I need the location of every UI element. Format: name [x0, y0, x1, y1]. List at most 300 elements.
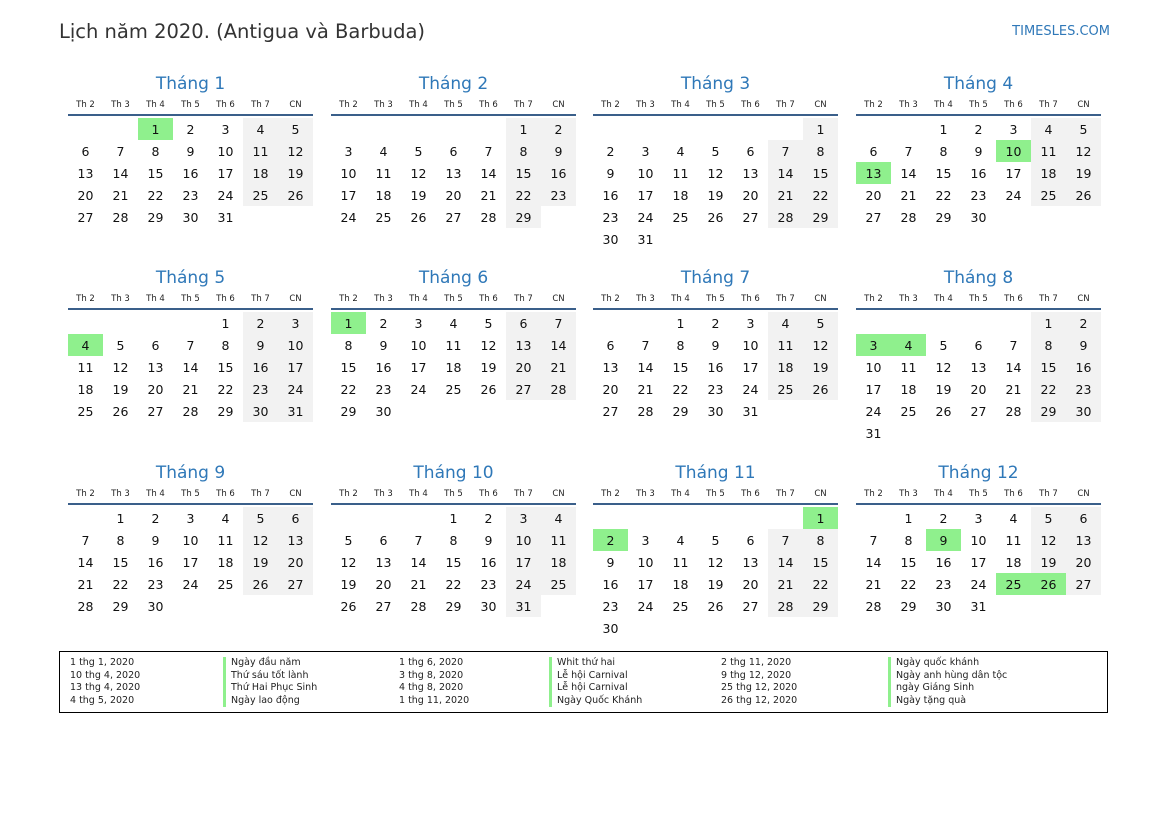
day-cell: 17	[182, 554, 199, 570]
day-cell: 6	[746, 143, 755, 159]
weekday-label: Th 4	[146, 100, 165, 110]
weekday-label: Th 5	[181, 294, 200, 304]
weekday-label: Th 4	[671, 489, 690, 499]
day-cell: 24	[637, 598, 654, 614]
day-cell: 24	[217, 187, 234, 203]
weekday-label: Th 6	[479, 489, 498, 499]
legend-holiday-name: Ngày quốc khánh	[896, 657, 980, 668]
day-cell: 18	[375, 187, 392, 203]
day-cell: 23	[147, 576, 164, 592]
day-cell: 21	[480, 187, 497, 203]
empty-cell	[593, 118, 628, 140]
month-title: Tháng 4	[943, 74, 1014, 94]
day-cell: 8	[803, 140, 838, 162]
weekday-label: Th 6	[479, 100, 498, 110]
day-cell: 29	[900, 598, 917, 614]
day-cell: 8	[151, 143, 160, 159]
legend-holiday-name: Whit thứ hai	[557, 657, 616, 668]
day-cell: 15	[900, 554, 917, 570]
day-cell: 26	[278, 184, 313, 206]
day-cell: 12	[707, 554, 724, 570]
day-cell: 12	[112, 359, 129, 375]
empty-cell	[628, 118, 663, 140]
holiday-day-cell: 26	[1031, 573, 1066, 595]
day-cell: 20	[1066, 551, 1101, 573]
day-cell: 22	[445, 576, 462, 592]
weekday-label: Th 2	[864, 489, 883, 499]
day-cell: 17	[865, 381, 882, 397]
day-cell: 19	[410, 187, 427, 203]
day-cell: 25	[672, 598, 689, 614]
weekday-header	[331, 293, 576, 310]
day-cell: 18	[77, 381, 94, 397]
day-cell: 19	[707, 187, 724, 203]
day-cell: 14	[768, 162, 803, 184]
month-title: Tháng 3	[680, 74, 751, 94]
weekday-header	[331, 99, 576, 116]
empty-cell	[68, 312, 103, 334]
weekday-label: Th 3	[111, 489, 130, 499]
day-cell: 5	[243, 507, 278, 529]
empty-cell	[891, 312, 926, 334]
day-cell: 12	[707, 165, 724, 181]
day-cell: 4	[676, 532, 685, 548]
day-cell: 10	[865, 359, 882, 375]
day-cell: 5	[711, 532, 720, 548]
day-cell: 23	[182, 187, 199, 203]
day-cell: 15	[1031, 356, 1066, 378]
day-cell: 25	[243, 184, 278, 206]
day-grid	[856, 118, 1101, 228]
day-cell: 3	[221, 121, 230, 137]
empty-cell	[628, 507, 663, 529]
holiday-day-cell: 2	[593, 529, 628, 551]
day-cell: 21	[865, 576, 882, 592]
day-cell: 5	[1066, 118, 1101, 140]
empty-cell	[698, 507, 733, 529]
weekday-label: Th 7	[1039, 294, 1058, 304]
day-cell: 24	[637, 209, 654, 225]
month-block	[856, 74, 1101, 228]
day-cell: 27	[865, 209, 882, 225]
day-cell: 24	[410, 381, 427, 397]
day-cell: 20	[970, 381, 987, 397]
empty-cell	[138, 312, 173, 334]
weekday-label: Th 2	[339, 100, 358, 110]
weekday-label: Th 5	[181, 489, 200, 499]
day-cell: 15	[340, 359, 357, 375]
day-cell: 12	[1031, 529, 1066, 551]
day-cell: 6	[278, 507, 313, 529]
day-cell: 8	[221, 337, 230, 353]
empty-cell	[593, 312, 628, 334]
weekday-label: Th 5	[969, 294, 988, 304]
empty-cell	[436, 118, 471, 140]
day-cell: 1	[939, 121, 948, 137]
weekday-label: Th 7	[514, 100, 533, 110]
day-cell: 14	[77, 554, 94, 570]
day-cell: 5	[1031, 507, 1066, 529]
legend-holiday-name: Lễ hội Carnival	[557, 682, 628, 694]
holiday-day-cell: 1	[138, 118, 173, 140]
day-cell: 12	[340, 554, 357, 570]
legend-holiday-name: Ngày đầu năm	[231, 657, 301, 668]
weekday-header	[593, 293, 838, 310]
weekday-label: Th 7	[1039, 100, 1058, 110]
day-cell: 25	[217, 576, 234, 592]
day-cell: 15	[217, 359, 234, 375]
day-cell: 18	[243, 162, 278, 184]
month-title: Tháng 11	[675, 463, 756, 483]
day-cell: 24	[182, 576, 199, 592]
empty-cell	[856, 118, 891, 140]
day-cell: 23	[1066, 378, 1101, 400]
empty-cell	[68, 507, 103, 529]
legend-date: 9 thg 12, 2020	[721, 669, 792, 681]
day-cell: 27	[602, 403, 619, 419]
day-cell: 22	[506, 184, 541, 206]
month-block	[68, 268, 313, 422]
day-cell: 9	[606, 165, 615, 181]
empty-cell	[856, 312, 891, 334]
weekday-label: Th 3	[899, 294, 918, 304]
day-cell: 6	[379, 532, 388, 548]
weekday-label: Th 4	[671, 100, 690, 110]
weekday-label: Th 2	[76, 294, 95, 304]
day-cell: 10	[340, 165, 357, 181]
weekday-label: Th 3	[636, 489, 655, 499]
day-cell: 19	[340, 576, 357, 592]
day-cell: 3	[414, 315, 423, 331]
day-cell: 7	[81, 532, 90, 548]
day-cell: 13	[1066, 529, 1101, 551]
day-cell: 18	[217, 554, 234, 570]
empty-cell	[891, 118, 926, 140]
day-cell: 12	[803, 334, 838, 356]
empty-cell	[173, 312, 208, 334]
day-cell: 6	[1066, 507, 1101, 529]
month-block	[331, 268, 576, 422]
day-cell: 7	[641, 337, 650, 353]
day-grid	[68, 507, 313, 617]
day-cell: 23	[541, 184, 576, 206]
day-cell: 2	[939, 510, 948, 526]
day-cell: 14	[1005, 359, 1022, 375]
day-cell: 29	[112, 598, 129, 614]
day-cell: 30	[243, 400, 278, 422]
legend-date: 13 thg 4, 2020	[70, 682, 141, 694]
day-cell: 20	[375, 576, 392, 592]
weekday-header	[593, 99, 838, 116]
day-cell: 19	[480, 359, 497, 375]
day-cell: 3	[1009, 121, 1018, 137]
day-cell: 2	[1066, 312, 1101, 334]
day-cell: 13	[77, 165, 94, 181]
day-cell: 30	[602, 231, 619, 247]
day-cell: 20	[506, 356, 541, 378]
day-cell: 15	[112, 554, 129, 570]
weekday-header	[856, 293, 1101, 310]
day-cell: 9	[711, 337, 720, 353]
day-cell: 15	[672, 359, 689, 375]
day-cell: 21	[112, 187, 129, 203]
legend-date: 1 thg 1, 2020	[70, 657, 135, 668]
weekday-label: Th 7	[776, 489, 795, 499]
day-cell: 9	[484, 532, 493, 548]
day-cell: 16	[541, 162, 576, 184]
day-cell: 27	[742, 209, 759, 225]
weekday-label: Th 6	[1004, 100, 1023, 110]
day-cell: 20	[742, 576, 759, 592]
weekday-label: CN	[289, 489, 302, 499]
day-cell: 4	[379, 143, 388, 159]
weekday-label: CN	[552, 100, 565, 110]
day-cell: 4	[768, 312, 803, 334]
legend-bar-2	[549, 657, 552, 707]
day-cell: 16	[182, 165, 199, 181]
month-block	[593, 268, 838, 422]
weekday-label: Th 7	[514, 489, 533, 499]
holiday-day-cell: 4	[68, 334, 103, 356]
day-cell: 21	[541, 356, 576, 378]
month-title: Tháng 10	[413, 463, 494, 483]
legend-dates-1	[70, 657, 140, 707]
day-cell: 16	[1066, 356, 1101, 378]
empty-cell	[996, 312, 1031, 334]
month-title: Tháng 2	[418, 74, 489, 94]
weekday-label: Th 4	[409, 489, 428, 499]
day-cell: 21	[1005, 381, 1022, 397]
weekday-label: CN	[1077, 100, 1090, 110]
day-cell: 23	[707, 381, 724, 397]
weekday-label: Th 3	[374, 294, 393, 304]
holiday-day-cell: 9	[926, 529, 961, 551]
day-cell: 25	[672, 209, 689, 225]
day-cell: 25	[445, 381, 462, 397]
legend-date: 1 thg 11, 2020	[399, 694, 470, 706]
day-cell: 13	[742, 165, 759, 181]
weekday-label: Th 6	[216, 100, 235, 110]
day-cell: 27	[445, 209, 462, 225]
day-cell: 23	[602, 598, 619, 614]
day-cell: 1	[803, 118, 838, 140]
day-cell: 18	[541, 551, 576, 573]
weekday-label: Th 3	[374, 489, 393, 499]
legend-date: 25 thg 12, 2020	[721, 682, 798, 694]
weekday-label: Th 5	[706, 294, 725, 304]
legend-holiday-name: Thứ sáu tốt lành	[231, 669, 309, 681]
weekday-label: CN	[552, 294, 565, 304]
weekday-label: Th 2	[601, 294, 620, 304]
day-cell: 18	[768, 356, 803, 378]
day-cell: 10	[637, 165, 654, 181]
month-block	[331, 74, 576, 228]
month-block	[856, 463, 1101, 617]
day-cell: 16	[935, 554, 952, 570]
day-cell: 20	[742, 187, 759, 203]
day-cell: 17	[410, 359, 427, 375]
day-cell: 13	[147, 359, 164, 375]
day-cell: 30	[1066, 400, 1101, 422]
day-cell: 9	[186, 143, 195, 159]
day-cell: 26	[480, 381, 497, 397]
day-cell: 3	[641, 532, 650, 548]
day-cell: 17	[217, 165, 234, 181]
month-block	[331, 463, 576, 617]
weekday-label: CN	[289, 100, 302, 110]
day-cell: 13	[278, 529, 313, 551]
day-cell: 21	[182, 381, 199, 397]
day-cell: 13	[445, 165, 462, 181]
day-cell: 25	[375, 209, 392, 225]
day-cell: 11	[217, 532, 234, 548]
day-cell: 5	[711, 143, 720, 159]
day-cell: 5	[803, 312, 838, 334]
weekday-label: Th 6	[1004, 294, 1023, 304]
day-cell: 14	[637, 359, 654, 375]
day-cell: 12	[410, 165, 427, 181]
day-cell: 29	[340, 403, 357, 419]
weekday-label: Th 5	[969, 489, 988, 499]
day-cell: 6	[449, 143, 458, 159]
day-cell: 2	[974, 121, 983, 137]
day-cell: 6	[506, 312, 541, 334]
month-block	[856, 268, 1101, 444]
day-cell: 28	[768, 595, 803, 617]
day-cell: 17	[340, 187, 357, 203]
day-cell: 24	[742, 381, 759, 397]
day-cell: 30	[375, 403, 392, 419]
weekday-label: Th 2	[76, 489, 95, 499]
day-cell: 11	[1031, 140, 1066, 162]
day-cell: 27	[147, 403, 164, 419]
day-cell: 12	[1066, 140, 1101, 162]
holiday-day-cell: 25	[996, 573, 1031, 595]
legend-names-3	[896, 657, 1007, 707]
day-cell: 9	[151, 532, 160, 548]
day-cell: 8	[676, 337, 685, 353]
day-cell: 6	[151, 337, 160, 353]
day-cell: 30	[182, 209, 199, 225]
day-cell: 6	[81, 143, 90, 159]
day-cell: 7	[768, 529, 803, 551]
day-cell: 25	[1031, 184, 1066, 206]
day-cell: 15	[147, 165, 164, 181]
day-cell: 9	[243, 334, 278, 356]
month-title: Tháng 1	[155, 74, 226, 94]
day-cell: 23	[375, 381, 392, 397]
empty-cell	[856, 507, 891, 529]
day-cell: 17	[637, 187, 654, 203]
day-grid	[593, 507, 838, 639]
weekday-label: Th 3	[636, 100, 655, 110]
day-cell: 5	[484, 315, 493, 331]
day-cell: 11	[541, 529, 576, 551]
day-cell: 7	[1009, 337, 1018, 353]
empty-cell	[733, 118, 768, 140]
day-cell: 30	[970, 209, 987, 225]
day-cell: 27	[506, 378, 541, 400]
legend-names-1	[231, 657, 317, 707]
day-cell: 17	[637, 576, 654, 592]
empty-cell	[471, 118, 506, 140]
empty-cell	[366, 507, 401, 529]
day-cell: 11	[768, 334, 803, 356]
weekday-label: Th 5	[969, 100, 988, 110]
day-grid	[331, 312, 576, 422]
month-title: Tháng 8	[943, 268, 1014, 288]
day-cell: 15	[445, 554, 462, 570]
weekday-header	[68, 99, 313, 116]
day-cell: 22	[340, 381, 357, 397]
day-cell: 1	[1031, 312, 1066, 334]
weekday-label: CN	[552, 489, 565, 499]
weekday-label: Th 2	[339, 294, 358, 304]
weekday-label: Th 2	[864, 100, 883, 110]
weekday-header	[856, 99, 1101, 116]
day-cell: 18	[1031, 162, 1066, 184]
day-cell: 26	[340, 598, 357, 614]
empty-cell	[768, 507, 803, 529]
empty-cell	[331, 118, 366, 140]
day-cell: 31	[742, 403, 759, 419]
day-cell: 20	[865, 187, 882, 203]
day-cell: 25	[900, 403, 917, 419]
weekday-label: Th 3	[374, 100, 393, 110]
day-cell: 16	[970, 165, 987, 181]
legend-date: 26 thg 12, 2020	[721, 694, 798, 706]
day-cell: 20	[445, 187, 462, 203]
legend-date: 3 thg 8, 2020	[399, 669, 464, 681]
day-cell: 29	[803, 206, 838, 228]
day-cell: 22	[112, 576, 129, 592]
day-cell: 17	[278, 356, 313, 378]
day-cell: 23	[243, 378, 278, 400]
day-cell: 30	[935, 598, 952, 614]
day-cell: 28	[480, 209, 497, 225]
day-cell: 24	[340, 209, 357, 225]
legend-bar-3	[888, 657, 891, 707]
day-cell: 10	[970, 532, 987, 548]
day-cell: 15	[506, 162, 541, 184]
day-cell: 19	[1066, 162, 1101, 184]
weekday-header	[68, 488, 313, 505]
weekday-label: Th 4	[934, 489, 953, 499]
site-link[interactable]: TIMESLES.COM	[1012, 24, 1110, 39]
legend-holiday-name: Ngày lao động	[231, 694, 300, 706]
day-cell: 20	[77, 187, 94, 203]
day-cell: 23	[935, 576, 952, 592]
day-cell: 30	[707, 403, 724, 419]
day-cell: 2	[541, 118, 576, 140]
day-cell: 4	[1009, 510, 1018, 526]
weekday-label: Th 2	[601, 489, 620, 499]
day-cell: 1	[506, 118, 541, 140]
day-cell: 8	[344, 337, 353, 353]
weekday-label: Th 3	[899, 100, 918, 110]
day-cell: 19	[278, 162, 313, 184]
day-cell: 19	[803, 356, 838, 378]
day-cell: 25	[768, 378, 803, 400]
empty-cell	[68, 118, 103, 140]
day-cell: 15	[803, 551, 838, 573]
weekday-label: Th 3	[111, 294, 130, 304]
weekday-label: Th 5	[444, 100, 463, 110]
day-cell: 20	[278, 551, 313, 573]
weekday-label: Th 6	[741, 294, 760, 304]
day-cell: 27	[1066, 573, 1101, 595]
empty-cell	[663, 118, 698, 140]
